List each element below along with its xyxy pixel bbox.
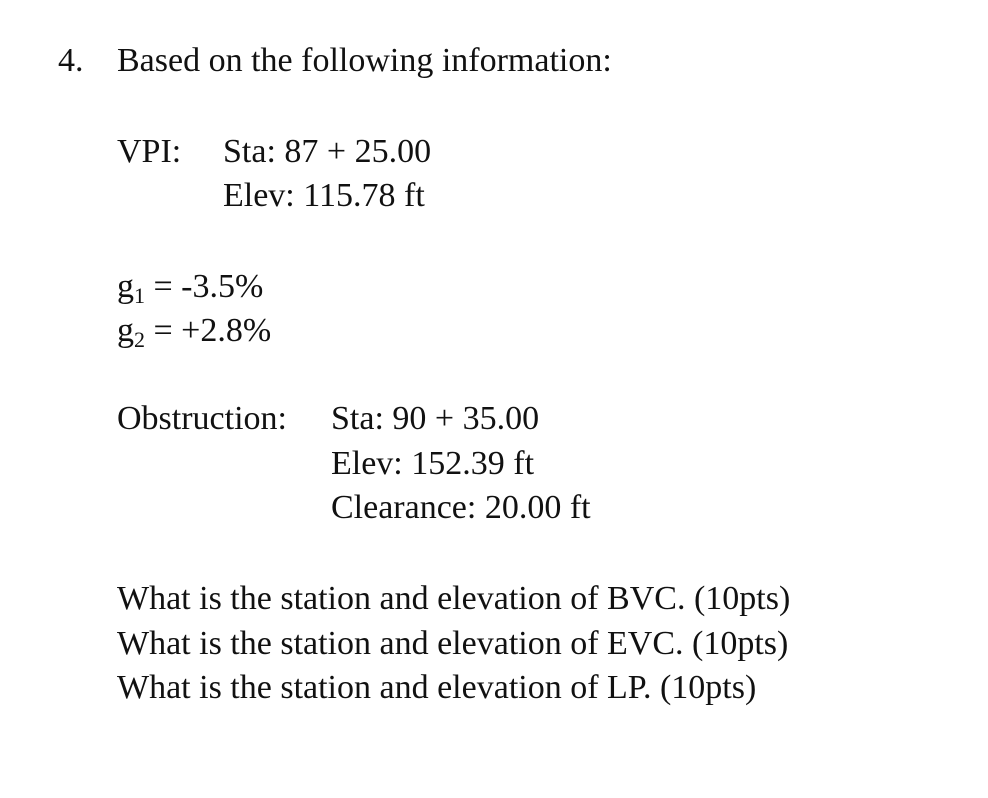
grade-g1-symbol: g — [117, 268, 134, 305]
obstruction-label: Obstruction: — [117, 400, 287, 437]
vpi-station: Sta: 87 + 25.00 — [223, 133, 432, 170]
obstruction-clearance: Clearance: 20.00 ft — [331, 489, 591, 526]
grade-g1 — [117, 268, 264, 308]
question-evc: What is the station and elevation of EVC. (10pts) — [117, 625, 789, 662]
vpi-elevation: Elev: 115.78 ft — [223, 177, 425, 214]
grade-g2-symbol: g — [117, 312, 134, 349]
vpi-label: VPI: — [117, 133, 182, 170]
grade-g1-subscript: 1 — [134, 283, 145, 308]
obstruction-elevation: Elev: 152.39 ft — [331, 445, 535, 482]
problem-number: 4. — [58, 42, 84, 79]
question-lp: What is the station and elevation of LP. (10pts) — [117, 669, 757, 706]
grade-g2-value: = +2.8% — [145, 312, 272, 349]
question-bvc: What is the station and elevation of BVC. (10pts) — [117, 580, 791, 617]
grade-g2 — [117, 312, 272, 352]
grade-g2-subscript: 2 — [134, 327, 145, 352]
problem-heading: Based on the following information: — [117, 42, 612, 79]
grade-g1-value: = -3.5% — [145, 268, 264, 305]
obstruction-station: Sta: 90 + 35.00 — [331, 400, 540, 437]
